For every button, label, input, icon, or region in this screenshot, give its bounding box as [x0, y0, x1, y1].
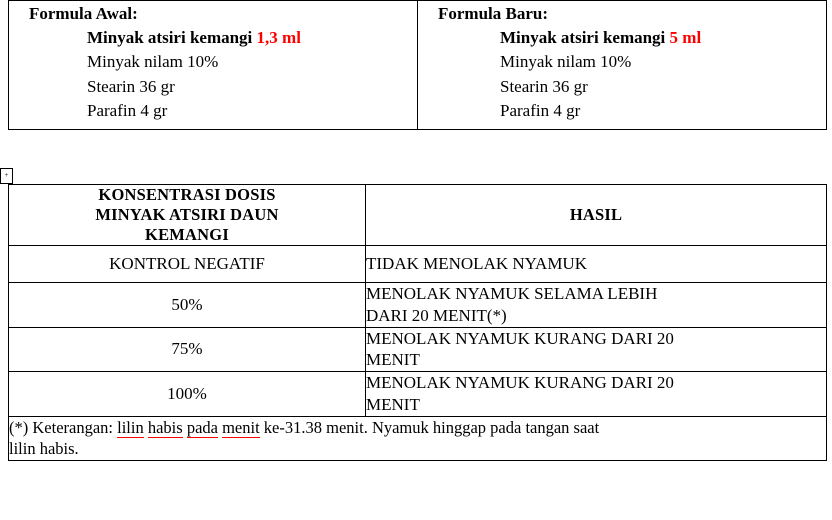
row-3-result-line-2: MENIT — [366, 394, 420, 414]
row-1-dose: 50% — [9, 283, 366, 328]
footnote-word-2: habis — [147, 417, 183, 437]
formula-awal-lines — [9, 26, 417, 129]
formula-baru-line-2: Minyak nilam 10% — [500, 52, 632, 72]
formula-baru-lines — [418, 26, 826, 129]
row-2-result-line-2: MENIT — [366, 350, 420, 370]
dose-result-table — [8, 184, 827, 461]
row-3-result — [366, 372, 827, 417]
formula-awal-line-3: Stearin 36 gr — [87, 76, 175, 96]
formula-awal-line-1-label: Minyak atsiri kemangi — [87, 28, 253, 48]
formula-baru-line-1-value: 5 ml — [669, 28, 702, 48]
header-dose-line-2: MINYAK ATSIRI DAUN — [95, 205, 279, 225]
row-0-dose: KONTROL NEGATIF — [9, 246, 366, 283]
formula-baru-line-3: Stearin 36 gr — [500, 76, 588, 96]
table-row — [9, 283, 827, 328]
formula-awal-cell — [9, 1, 418, 130]
footnote-prefix: (*) Keterangan: — [9, 417, 118, 437]
row-1-result — [366, 283, 827, 328]
row-1-result-line-1: MENOLAK NYAMUK SELAMA LEBIH — [366, 284, 658, 304]
formula-baru-line-1-label: Minyak atsiri kemangi — [500, 28, 666, 48]
row-0-result-line-1: TIDAK MENOLAK NYAMUK — [366, 254, 587, 274]
formula-awal-line-1-value: 1,3 ml — [256, 28, 301, 48]
row-2-result-line-1: MENOLAK NYAMUK KURANG DARI 20 — [366, 328, 674, 348]
table-row — [9, 327, 827, 372]
table-row — [9, 372, 827, 417]
table-header-row — [9, 185, 827, 246]
object-anchor-icon: + — [0, 168, 13, 184]
footnote-rest: ke-31.38 menit. Nyamuk hinggap pada tangan saat — [259, 417, 600, 437]
row-0-result — [366, 246, 827, 283]
table-footnote-row — [9, 416, 827, 460]
formula-baru-line-4: Parafin 4 gr — [500, 100, 581, 120]
formula-comparison-table — [8, 0, 827, 130]
header-dose-line-3: KEMANGI — [145, 225, 229, 245]
formula-awal-heading: Formula Awal: — [29, 4, 138, 23]
header-result: HASIL — [366, 185, 827, 246]
formula-baru-heading: Formula Baru: — [438, 4, 549, 23]
formula-baru-cell — [418, 1, 827, 130]
table-row — [9, 1, 827, 130]
table-row — [9, 246, 827, 283]
formula-awal-line-1 — [9, 26, 417, 50]
footnote-line-1 — [9, 417, 826, 438]
header-dose-line-1: KONSENTRASI DOSIS — [98, 185, 276, 204]
header-dose-concentration — [9, 185, 366, 246]
formula-baru-line-1 — [418, 26, 826, 50]
formula-awal-line-4: Parafin 4 gr — [87, 100, 168, 120]
formula-awal-line-2: Minyak nilam 10% — [87, 52, 219, 72]
footnote-word-4: menit — [222, 417, 260, 437]
row-1-result-line-2: DARI 20 MENIT(*) — [366, 305, 507, 325]
footnote-line-2: lilin habis. — [9, 439, 79, 459]
footnote-word-3: pada — [186, 417, 218, 437]
row-3-dose: 100% — [9, 372, 366, 417]
footnote-word-1: lilin — [117, 417, 144, 437]
footnote-cell — [9, 416, 827, 460]
row-2-dose: 75% — [9, 327, 366, 372]
row-3-result-line-1: MENOLAK NYAMUK KURANG DARI 20 — [366, 373, 674, 393]
row-2-result — [366, 327, 827, 372]
